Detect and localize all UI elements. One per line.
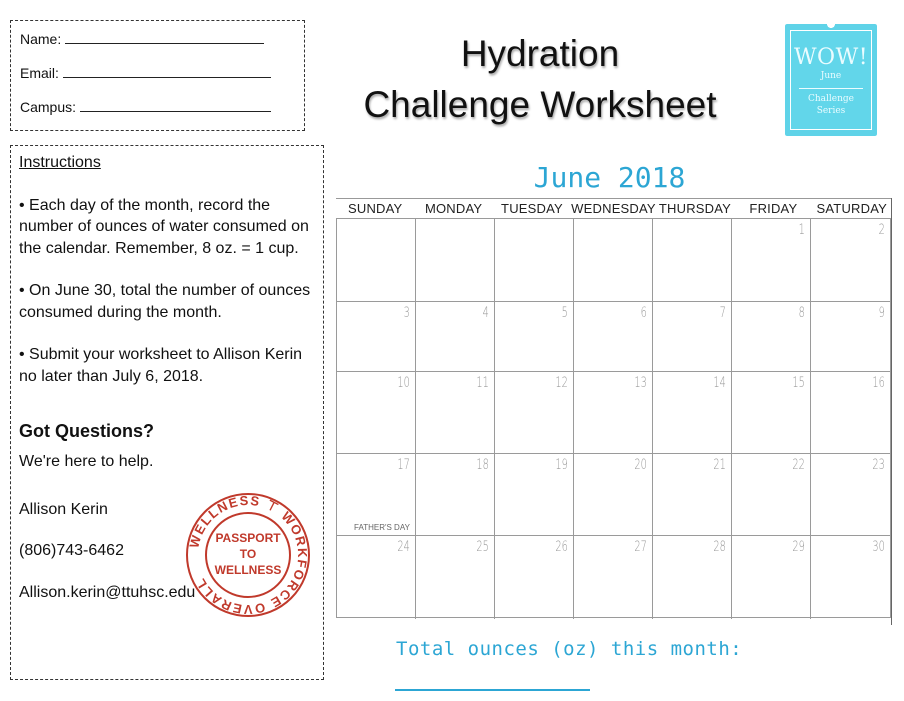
calendar-day-cell[interactable] xyxy=(811,454,890,536)
day-number: 23 xyxy=(872,457,885,473)
day-number: 4 xyxy=(482,305,489,321)
day-number: 11 xyxy=(476,375,489,391)
calendar-day-cell[interactable] xyxy=(811,536,890,619)
weekday-wednesday: WEDNESDAY xyxy=(571,201,656,216)
questions-heading: Got Questions? xyxy=(19,421,154,441)
day-number: 1 xyxy=(798,222,805,238)
seal-center-line-2: TO xyxy=(239,547,257,561)
calendar-day-cell[interactable] xyxy=(811,219,890,302)
contact-name: Allison Kerin xyxy=(19,500,108,518)
day-number: 2 xyxy=(878,222,885,238)
calendar-day-cell[interactable] xyxy=(337,219,416,302)
email-field[interactable] xyxy=(20,65,271,81)
day-number: 13 xyxy=(634,375,647,391)
calendar xyxy=(336,198,891,620)
calendar-day-cell[interactable] xyxy=(495,372,574,454)
wow-stamp-content xyxy=(790,30,872,130)
day-number: 16 xyxy=(872,375,885,391)
calendar-grid xyxy=(336,218,891,618)
seal-center-line-3: WELLNESS xyxy=(214,563,282,577)
title-line-1: Hydration xyxy=(460,33,620,74)
calendar-day-cell[interactable] xyxy=(416,536,495,619)
day-number: 22 xyxy=(792,457,805,473)
instruction-item-2: • On June 30, total the number of ounces consumed during the month. xyxy=(19,282,311,321)
weekday-saturday: SATURDAY xyxy=(816,201,887,216)
weekday-tuesday: TUESDAY xyxy=(501,201,563,216)
day-number: 5 xyxy=(561,305,568,321)
calendar-day-cell[interactable] xyxy=(416,454,495,536)
calendar-day-cell[interactable] xyxy=(732,219,811,302)
calendar-day-cell[interactable] xyxy=(574,302,653,372)
calendar-right-border xyxy=(891,198,892,625)
day-number: 28 xyxy=(713,539,726,555)
calendar-day-cell[interactable] xyxy=(653,372,732,454)
day-number: 12 xyxy=(555,375,568,391)
calendar-day-cell[interactable] xyxy=(495,219,574,302)
day-number: 29 xyxy=(792,539,805,555)
calendar-day-cell[interactable] xyxy=(574,454,653,536)
day-number: 14 xyxy=(713,375,726,391)
day-number: 30 xyxy=(872,539,885,555)
name-label: Name: xyxy=(20,31,62,47)
passport-to-wellness-seal xyxy=(183,492,313,618)
day-number: 19 xyxy=(555,457,568,473)
day-number: 6 xyxy=(640,305,647,321)
calendar-day-cell[interactable] xyxy=(653,302,732,372)
day-number: 15 xyxy=(792,375,805,391)
email-label: Email: xyxy=(20,65,59,81)
day-number: 9 xyxy=(878,305,885,321)
day-number: 7 xyxy=(719,305,726,321)
day-number: 21 xyxy=(713,457,726,473)
calendar-day-cell[interactable] xyxy=(337,302,416,372)
calendar-day-cell[interactable] xyxy=(337,454,416,536)
day-number: 20 xyxy=(634,457,647,473)
day-number: 25 xyxy=(476,539,489,555)
campus-field[interactable] xyxy=(20,99,271,115)
seal-center-line-1: PASSPORT xyxy=(215,531,281,545)
weekday-header xyxy=(336,198,891,219)
calendar-day-cell[interactable] xyxy=(653,454,732,536)
day-number: 3 xyxy=(403,305,410,321)
day-number: 24 xyxy=(397,539,410,555)
day-number: 10 xyxy=(397,375,410,391)
name-blank[interactable] xyxy=(65,31,264,44)
name-field[interactable] xyxy=(20,31,264,47)
stamp-wow-text: WOW! xyxy=(793,45,869,70)
contact-phone: (806)743-6462 xyxy=(19,542,124,559)
day-number: 8 xyxy=(798,305,805,321)
help-text: We're here to help. xyxy=(19,453,154,470)
stamp-series-line2: Series xyxy=(816,106,846,116)
campus-blank[interactable] xyxy=(80,99,271,112)
calendar-day-cell[interactable] xyxy=(495,302,574,372)
calendar-day-cell[interactable] xyxy=(416,302,495,372)
instruction-item-3: • Submit your worksheet to Allison Kerin no later than July 6, 2018. xyxy=(19,346,303,385)
calendar-day-cell[interactable] xyxy=(495,536,574,619)
calendar-day-cell[interactable] xyxy=(495,454,574,536)
title-line-2: Challenge Worksheet xyxy=(363,84,717,125)
total-ounces-label: Total ounces (oz) this month: xyxy=(396,638,743,660)
calendar-day-cell[interactable] xyxy=(811,302,890,372)
calendar-day-cell[interactable] xyxy=(337,536,416,619)
calendar-day-cell[interactable] xyxy=(811,372,890,454)
calendar-day-cell[interactable] xyxy=(732,536,811,619)
total-ounces-blank[interactable] xyxy=(395,689,590,691)
instruction-item-1: • Each day of the month, record the number of ounces of water consumed on the calendar. Remember, 8 oz. = 1 cup. xyxy=(19,196,309,257)
personal-info-box xyxy=(10,20,305,131)
calendar-day-cell[interactable] xyxy=(732,302,811,372)
weekday-friday: FRIDAY xyxy=(749,201,798,216)
weekday-monday: MONDAY xyxy=(424,201,483,216)
day-number: 18 xyxy=(476,457,489,473)
stamp-divider xyxy=(799,88,863,89)
calendar-day-cell[interactable] xyxy=(653,219,732,302)
calendar-day-cell[interactable] xyxy=(732,372,811,454)
fathers-day-note: FATHER'S DAY xyxy=(354,523,410,532)
calendar-day-cell[interactable] xyxy=(574,372,653,454)
contact-email[interactable]: Allison.kerin@ttuhsc.edu xyxy=(19,583,196,601)
calendar-day-cell[interactable] xyxy=(416,219,495,302)
stamp-series-line1: Challenge xyxy=(807,94,854,104)
calendar-day-cell[interactable] xyxy=(653,536,732,619)
day-number: 26 xyxy=(555,539,568,555)
calendar-day-cell[interactable] xyxy=(574,219,653,302)
calendar-day-cell[interactable] xyxy=(574,536,653,619)
day-number: 17 xyxy=(397,457,410,473)
page-title xyxy=(330,28,750,130)
day-number: 27 xyxy=(634,539,647,555)
calendar-day-cell[interactable] xyxy=(416,372,495,454)
email-blank[interactable] xyxy=(63,65,271,78)
month-title: June 2018 xyxy=(533,161,686,194)
stamp-month-text: June xyxy=(820,71,842,81)
instructions-heading: Instructions xyxy=(19,154,101,171)
weekday-sunday: SUNDAY xyxy=(347,201,403,216)
calendar-day-cell[interactable] xyxy=(337,372,416,454)
campus-label: Campus: xyxy=(20,99,77,115)
calendar-day-cell[interactable] xyxy=(732,454,811,536)
weekday-thursday: THURSDAY xyxy=(658,201,732,216)
seal-ring-text: WELLNESS ⊤ WORKFORCE OVERALL xyxy=(186,492,311,618)
